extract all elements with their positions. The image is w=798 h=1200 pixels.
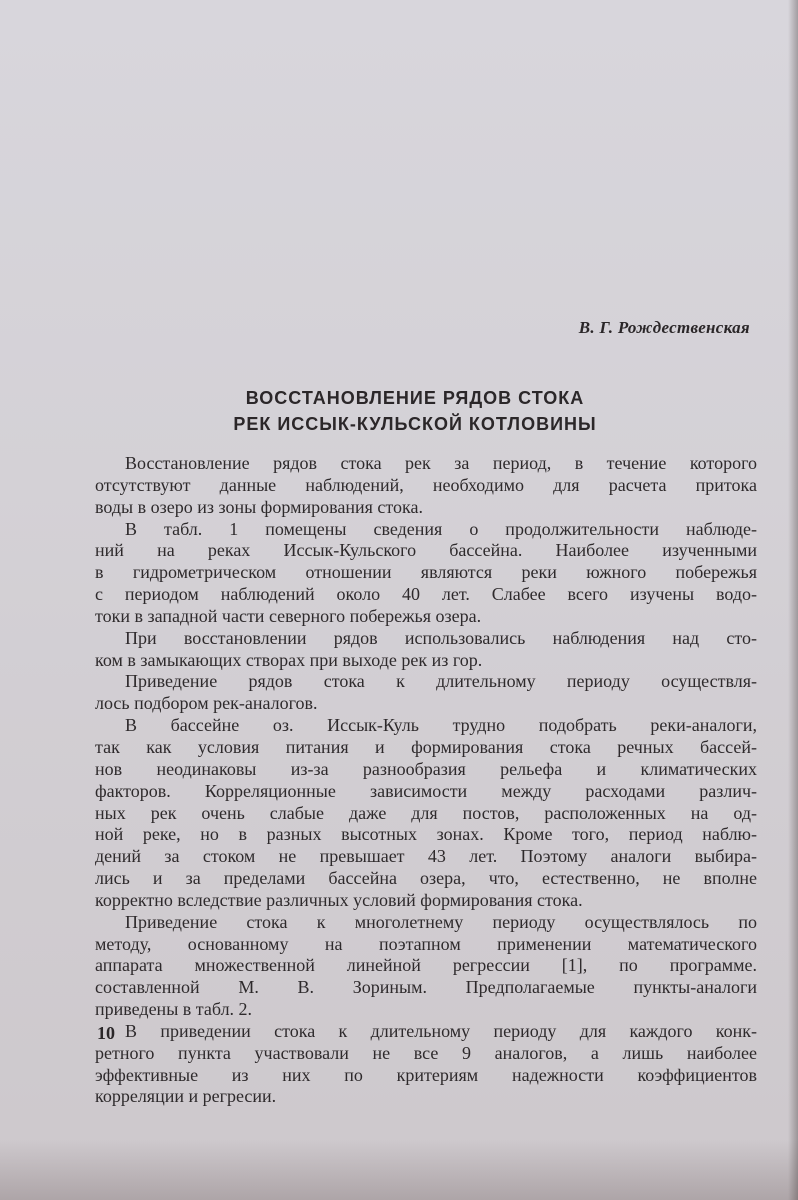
- article-body: [95, 453, 757, 1108]
- text-line: эффективные из них по критериям надежности коэффициентов: [95, 1064, 757, 1085]
- author-name: В. Г. Рождественская: [578, 318, 750, 337]
- page-number: 10: [97, 1023, 115, 1043]
- text-line: лось подбором рек-аналогов.: [95, 693, 318, 714]
- text-line: дений за стоком не превышает 43 лет. Поэтому аналоги выбира-: [95, 846, 757, 867]
- text-line: методу, основанному на поэтапном применении математического: [95, 933, 757, 954]
- page-edge-shadow: [788, 0, 798, 1200]
- text-line: приведены в табл. 2.: [95, 999, 253, 1020]
- text-line: ретного пункта участвовали не все 9 аналогов, а лишь наиболее: [95, 1042, 757, 1063]
- text-line: факторов. Корреляционные зависимости между расходами различ-: [95, 780, 757, 801]
- text-line: так как условия питания и формирования стока речных бассей-: [95, 736, 757, 757]
- text-line: В приведении стока к длительному периоду для каждого конк-: [125, 1020, 757, 1041]
- text-line: корректно вследствие различных условий формирования стока.: [95, 889, 583, 910]
- text-line: составленной М. В. Зориным. Предполагаемые пункты-аналоги: [95, 977, 757, 998]
- text-line: При восстановлении рядов использовались наблюдения над сто-: [125, 627, 757, 648]
- text-line: ных рек очень слабые даже для постов, расположенных на од-: [95, 802, 757, 823]
- text-line: ком в замыкающих створах при выходе рек из гор.: [95, 649, 483, 670]
- text-line: Приведение стока к многолетнему периоду осуществлялось по: [125, 911, 757, 932]
- text-line: Восстановление рядов стока рек за период, в течение которого: [125, 453, 757, 473]
- text-line: нов неодинаковы из-за разнообразия рельефа и климатических: [95, 758, 757, 779]
- title-line-2: РЕК ИССЫК-КУЛЬСКОЙ КОТЛОВИНЫ: [233, 414, 597, 434]
- text-line: в гидрометрическом отношении являются реки южного побережья: [95, 562, 757, 583]
- text-line: токи в западной части северного побережья озера.: [95, 605, 482, 626]
- text-line: с периодом наблюдений около 40 лет. Слабее всего изучены водо-: [95, 584, 757, 605]
- bottom-shadow: [0, 1140, 798, 1200]
- article-title: [90, 385, 740, 437]
- text-line: воды в озеро из зоны формирования стока.: [95, 496, 423, 517]
- text-line: В бассейне оз. Иссык-Куль трудно подобрать реки-аналоги,: [125, 715, 757, 736]
- text-line: Приведение рядов стока к длительному периоду осуществля-: [125, 671, 757, 692]
- text-line: лись и за пределами бассейна озера, что, естественно, не вполне: [95, 868, 757, 889]
- title-line-1: ВОССТАНОВЛЕНИЕ РЯДОВ СТОКА: [245, 388, 585, 408]
- text-line: В табл. 1 помещены сведения о продолжительности наблюде-: [125, 518, 757, 539]
- text-line: ной реке, но в разных высотных зонах. Кроме того, период наблю-: [95, 824, 757, 845]
- text-line: ний на реках Иссык-Кульского бассейна. Наиболее изученными: [95, 540, 757, 561]
- text-line: корреляции и регресии.: [95, 1086, 277, 1107]
- text-line: отсутствуют данные наблюдений, необходимо для расчета притока: [95, 474, 757, 495]
- text-line: аппарата множественной линейной регрессии [1], по программе.: [95, 955, 757, 976]
